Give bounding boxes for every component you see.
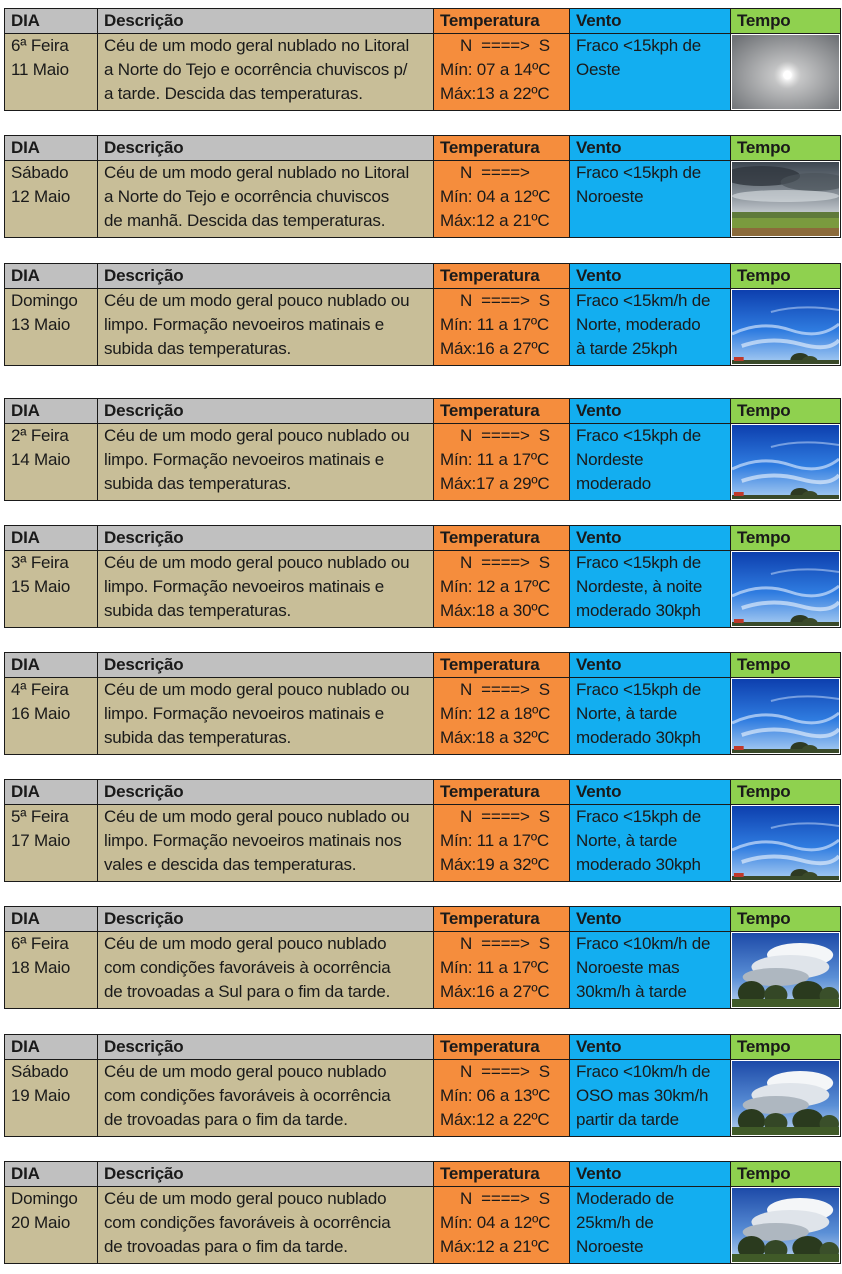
forecast-table xyxy=(4,779,841,882)
description-line: com condições favoráveis à ocorrência xyxy=(104,958,391,977)
blue-sky-icon xyxy=(732,290,839,364)
description-line: subida das temperaturas. xyxy=(104,601,292,620)
day-label: 16 Maio xyxy=(11,704,71,723)
header-tempo: Tempo xyxy=(731,399,841,424)
cloudy-field-icon xyxy=(732,162,839,236)
forecast-row xyxy=(5,551,841,628)
header-dia: DIA xyxy=(5,9,98,34)
blue-sky-icon xyxy=(732,425,839,499)
description-cell xyxy=(98,289,434,366)
wind-direction-arrow: N ====> S xyxy=(460,36,550,55)
day-label: 6ª Feira xyxy=(11,36,69,55)
description-line: Céu de um modo geral pouco nublado ou xyxy=(104,553,410,572)
header-descricao: Descrição xyxy=(98,136,434,161)
header-row xyxy=(5,399,841,424)
forecast-table xyxy=(4,263,841,366)
day-cell xyxy=(5,289,98,366)
wind-cell xyxy=(570,161,731,238)
header-vento: Vento xyxy=(570,136,731,161)
description-line: a Norte do Tejo e ocorrência chuviscos xyxy=(104,187,390,206)
description-line: limpo. Formação nevoeiros matinais e xyxy=(104,315,385,334)
header-row xyxy=(5,1035,841,1060)
temperature-cell xyxy=(434,805,570,882)
wind-line: Fraco <10km/h de xyxy=(576,934,711,953)
forecast-row xyxy=(5,289,841,366)
weather-image-cell xyxy=(731,678,841,755)
header-descricao: Descrição xyxy=(98,1035,434,1060)
blue-sky-icon xyxy=(732,679,839,753)
weather-image-cell xyxy=(731,161,841,238)
temperature-min: Mín: 04 a 12ºC xyxy=(440,187,551,206)
forecast-table xyxy=(4,652,841,755)
header-dia: DIA xyxy=(5,653,98,678)
wind-direction-arrow: N ====> S xyxy=(460,1062,550,1081)
description-cell xyxy=(98,932,434,1009)
description-cell xyxy=(98,1187,434,1264)
day-forecast-block xyxy=(4,1161,840,1264)
weather-image-cell xyxy=(731,289,841,366)
wind-line: Fraco <10km/h de xyxy=(576,1062,711,1081)
day-label: 19 Maio xyxy=(11,1086,71,1105)
description-line: limpo. Formação nevoeiros matinais nos xyxy=(104,831,402,850)
wind-line: Fraco <15kph de xyxy=(576,163,702,182)
header-dia: DIA xyxy=(5,780,98,805)
day-label: 6ª Feira xyxy=(11,934,69,953)
wind-line: moderado xyxy=(576,474,651,493)
header-temperatura: Temperatura xyxy=(434,1162,570,1187)
description-line: Céu de um modo geral pouco nublado xyxy=(104,934,387,953)
header-row xyxy=(5,907,841,932)
wind-line: moderado 30kph xyxy=(576,855,701,874)
forecast-table xyxy=(4,398,841,501)
wind-line: Noroeste xyxy=(576,1237,644,1256)
day-label: 15 Maio xyxy=(11,577,71,596)
description-line: Céu de um modo geral pouco nublado ou xyxy=(104,426,410,445)
header-descricao: Descrição xyxy=(98,1162,434,1187)
forecast-table xyxy=(4,8,841,111)
header-temperatura: Temperatura xyxy=(434,1035,570,1060)
wind-direction-arrow: N ====> S xyxy=(460,1189,550,1208)
header-row xyxy=(5,1162,841,1187)
forecast-table xyxy=(4,1161,841,1264)
header-vento: Vento xyxy=(570,264,731,289)
header-descricao: Descrição xyxy=(98,9,434,34)
forecast-table xyxy=(4,1034,841,1137)
header-row xyxy=(5,526,841,551)
header-tempo: Tempo xyxy=(731,653,841,678)
header-temperatura: Temperatura xyxy=(434,653,570,678)
description-line: subida das temperaturas. xyxy=(104,474,292,493)
header-tempo: Tempo xyxy=(731,526,841,551)
description-line: vales e descida das temperaturas. xyxy=(104,855,357,874)
wind-line: Nordeste xyxy=(576,450,644,469)
wind-line: à tarde 25kph xyxy=(576,339,678,358)
day-label: Domingo xyxy=(11,291,78,310)
wind-direction-arrow: N ====> xyxy=(460,163,530,182)
temperature-max: Máx:13 a 22ºC xyxy=(440,84,550,103)
description-cell xyxy=(98,805,434,882)
header-descricao: Descrição xyxy=(98,653,434,678)
day-cell xyxy=(5,161,98,238)
header-temperatura: Temperatura xyxy=(434,526,570,551)
header-temperatura: Temperatura xyxy=(434,907,570,932)
header-dia: DIA xyxy=(5,399,98,424)
header-dia: DIA xyxy=(5,136,98,161)
header-tempo: Tempo xyxy=(731,1035,841,1060)
day-forecast-block xyxy=(4,906,840,1009)
header-dia: DIA xyxy=(5,264,98,289)
header-tempo: Tempo xyxy=(731,1162,841,1187)
wind-direction-arrow: N ====> S xyxy=(460,553,550,572)
header-temperatura: Temperatura xyxy=(434,136,570,161)
temperature-max: Máx:18 a 30ºC xyxy=(440,601,550,620)
description-cell xyxy=(98,551,434,628)
day-label: 17 Maio xyxy=(11,831,71,850)
temperature-min: Mín: 12 a 18ºC xyxy=(440,704,551,723)
header-row xyxy=(5,136,841,161)
blue-sky-icon xyxy=(732,806,839,880)
day-label: 2ª Feira xyxy=(11,426,69,445)
forecast-row xyxy=(5,34,841,111)
description-line: de trovoadas para o fim da tarde. xyxy=(104,1237,348,1256)
wind-direction-arrow: N ====> S xyxy=(460,807,550,826)
wind-line: Norte, moderado xyxy=(576,315,701,334)
day-cell xyxy=(5,932,98,1009)
header-tempo: Tempo xyxy=(731,136,841,161)
description-line: Céu de um modo geral pouco nublado xyxy=(104,1189,387,1208)
header-row xyxy=(5,264,841,289)
wind-cell xyxy=(570,932,731,1009)
header-vento: Vento xyxy=(570,9,731,34)
header-descricao: Descrição xyxy=(98,526,434,551)
header-vento: Vento xyxy=(570,399,731,424)
wind-line: Noroeste xyxy=(576,187,644,206)
day-label: Sábado xyxy=(11,1062,69,1081)
description-cell xyxy=(98,161,434,238)
temperature-cell xyxy=(434,161,570,238)
wind-line: Oeste xyxy=(576,60,621,79)
temperature-min: Mín: 04 a 12ºC xyxy=(440,1213,551,1232)
wind-line: Nordeste, à noite xyxy=(576,577,703,596)
wind-cell xyxy=(570,289,731,366)
temperature-max: Máx:12 a 21ºC xyxy=(440,211,550,230)
wind-line: moderado 30kph xyxy=(576,601,701,620)
day-forecast-block xyxy=(4,1034,840,1137)
temperature-max: Máx:12 a 22ºC xyxy=(440,1110,550,1129)
weather-image-cell xyxy=(731,805,841,882)
wind-line: 25km/h de xyxy=(576,1213,654,1232)
forecast-row xyxy=(5,678,841,755)
temperature-cell xyxy=(434,678,570,755)
wind-cell xyxy=(570,1060,731,1137)
description-cell xyxy=(98,34,434,111)
header-row xyxy=(5,9,841,34)
description-line: com condições favoráveis à ocorrência xyxy=(104,1086,391,1105)
header-row xyxy=(5,653,841,678)
description-cell xyxy=(98,424,434,501)
header-tempo: Tempo xyxy=(731,907,841,932)
wind-line: Norte, à tarde xyxy=(576,704,678,723)
wind-direction-arrow: N ====> S xyxy=(460,426,550,445)
wind-line: OSO mas 30km/h xyxy=(576,1086,709,1105)
wind-line: Fraco <15kph de xyxy=(576,36,702,55)
description-line: limpo. Formação nevoeiros matinais e xyxy=(104,450,385,469)
description-line: a tarde. Descida das temperaturas. xyxy=(104,84,363,103)
forecast-table xyxy=(4,135,841,238)
wind-line: Fraco <15kph de xyxy=(576,807,702,826)
forecast-row xyxy=(5,161,841,238)
description-line: Céu de um modo geral pouco nublado ou xyxy=(104,807,410,826)
header-vento: Vento xyxy=(570,526,731,551)
header-vento: Vento xyxy=(570,907,731,932)
temperature-cell xyxy=(434,551,570,628)
header-temperatura: Temperatura xyxy=(434,399,570,424)
forecast-row xyxy=(5,424,841,501)
header-tempo: Tempo xyxy=(731,780,841,805)
temperature-max: Máx:18 a 32ºC xyxy=(440,728,550,747)
description-line: subida das temperaturas. xyxy=(104,728,292,747)
weather-image-cell xyxy=(731,424,841,501)
temperature-min: Mín: 11 a 17ºC xyxy=(440,450,549,469)
day-cell xyxy=(5,1060,98,1137)
description-line: limpo. Formação nevoeiros matinais e xyxy=(104,704,385,723)
wind-cell xyxy=(570,1187,731,1264)
header-dia: DIA xyxy=(5,526,98,551)
day-label: 14 Maio xyxy=(11,450,71,469)
wind-line: 30km/h à tarde xyxy=(576,982,687,1001)
day-cell xyxy=(5,1187,98,1264)
wind-line: Fraco <15kph de xyxy=(576,553,702,572)
header-row xyxy=(5,780,841,805)
description-line: Céu de um modo geral pouco nublado ou xyxy=(104,680,410,699)
forecast-table xyxy=(4,525,841,628)
forecast-row xyxy=(5,1060,841,1137)
wind-direction-arrow: N ====> S xyxy=(460,291,550,310)
temperature-max: Máx:16 a 27ºC xyxy=(440,339,550,358)
description-cell xyxy=(98,678,434,755)
description-line: de trovoadas a Sul para o fim da tarde. xyxy=(104,982,391,1001)
forecast-row xyxy=(5,805,841,882)
day-forecast-block xyxy=(4,525,840,628)
day-cell xyxy=(5,424,98,501)
header-vento: Vento xyxy=(570,653,731,678)
wind-line: Moderado de xyxy=(576,1189,674,1208)
day-forecast-block xyxy=(4,398,840,501)
header-temperatura: Temperatura xyxy=(434,9,570,34)
day-label: Sábado xyxy=(11,163,69,182)
wind-line: Fraco <15kph de xyxy=(576,426,702,445)
weather-image-cell xyxy=(731,1187,841,1264)
forecast-row xyxy=(5,1187,841,1264)
day-cell xyxy=(5,34,98,111)
storm-cloud-icon xyxy=(732,933,839,1007)
wind-cell xyxy=(570,678,731,755)
wind-cell xyxy=(570,805,731,882)
day-label: 20 Maio xyxy=(11,1213,71,1232)
weather-image-cell xyxy=(731,932,841,1009)
wind-direction-arrow: N ====> S xyxy=(460,934,550,953)
blue-sky-icon xyxy=(732,552,839,626)
day-label: 3ª Feira xyxy=(11,553,69,572)
wind-line: Noroeste mas xyxy=(576,958,680,977)
day-label: Domingo xyxy=(11,1189,78,1208)
weather-image-cell xyxy=(731,551,841,628)
day-label: 18 Maio xyxy=(11,958,71,977)
temperature-cell xyxy=(434,1060,570,1137)
temperature-max: Máx:17 a 29ºC xyxy=(440,474,550,493)
temperature-max: Máx:12 a 21ºC xyxy=(440,1237,550,1256)
temperature-cell xyxy=(434,34,570,111)
day-forecast-block xyxy=(4,263,840,366)
day-forecast-block xyxy=(4,779,840,882)
header-temperatura: Temperatura xyxy=(434,264,570,289)
header-descricao: Descrição xyxy=(98,399,434,424)
wind-cell xyxy=(570,424,731,501)
day-label: 4ª Feira xyxy=(11,680,69,699)
day-cell xyxy=(5,551,98,628)
temperature-min: Mín: 07 a 14ºC xyxy=(440,60,551,79)
wind-cell xyxy=(570,551,731,628)
day-forecast-block xyxy=(4,135,840,238)
temperature-min: Mín: 11 a 17ºC xyxy=(440,958,549,977)
day-label: 5ª Feira xyxy=(11,807,69,826)
header-tempo: Tempo xyxy=(731,264,841,289)
overcast-sun-icon xyxy=(732,35,839,109)
header-temperatura: Temperatura xyxy=(434,780,570,805)
forecast-table xyxy=(4,906,841,1009)
description-line: de trovoadas para o fim da tarde. xyxy=(104,1110,348,1129)
description-line: a Norte do Tejo e ocorrência chuviscos p/ xyxy=(104,60,408,79)
storm-cloud-icon xyxy=(732,1061,839,1135)
wind-line: Fraco <15km/h de xyxy=(576,291,711,310)
wind-line: Fraco <15kph de xyxy=(576,680,702,699)
temperature-min: Mín: 12 a 17ºC xyxy=(440,577,551,596)
temperature-min: Mín: 06 a 13ºC xyxy=(440,1086,551,1105)
temperature-cell xyxy=(434,932,570,1009)
header-dia: DIA xyxy=(5,1162,98,1187)
header-dia: DIA xyxy=(5,907,98,932)
header-vento: Vento xyxy=(570,780,731,805)
description-line: limpo. Formação nevoeiros matinais e xyxy=(104,577,385,596)
header-descricao: Descrição xyxy=(98,264,434,289)
description-line: subida das temperaturas. xyxy=(104,339,292,358)
temperature-max: Máx:19 a 32ºC xyxy=(440,855,550,874)
storm-cloud-icon xyxy=(732,1188,839,1262)
description-line: Céu de um modo geral nublado no Litoral xyxy=(104,163,410,182)
weather-image-cell xyxy=(731,34,841,111)
day-label: 11 Maio xyxy=(11,60,69,79)
day-forecast-block xyxy=(4,652,840,755)
temperature-min: Mín: 11 a 17ºC xyxy=(440,315,549,334)
day-label: 13 Maio xyxy=(11,315,71,334)
description-line: com condições favoráveis à ocorrência xyxy=(104,1213,391,1232)
description-line: Céu de um modo geral nublado no Litoral xyxy=(104,36,410,55)
description-line: Céu de um modo geral pouco nublado ou xyxy=(104,291,410,310)
description-cell xyxy=(98,1060,434,1137)
header-tempo: Tempo xyxy=(731,9,841,34)
header-descricao: Descrição xyxy=(98,780,434,805)
description-line: Céu de um modo geral pouco nublado xyxy=(104,1062,387,1081)
temperature-min: Mín: 11 a 17ºC xyxy=(440,831,549,850)
wind-line: Norte, à tarde xyxy=(576,831,678,850)
forecast-row xyxy=(5,932,841,1009)
description-line: de manhã. Descida das temperaturas. xyxy=(104,211,386,230)
header-vento: Vento xyxy=(570,1162,731,1187)
temperature-cell xyxy=(434,289,570,366)
header-descricao: Descrição xyxy=(98,907,434,932)
header-dia: DIA xyxy=(5,1035,98,1060)
wind-line: moderado 30kph xyxy=(576,728,701,747)
day-cell xyxy=(5,678,98,755)
wind-line: partir da tarde xyxy=(576,1110,679,1129)
weather-image-cell xyxy=(731,1060,841,1137)
wind-direction-arrow: N ====> S xyxy=(460,680,550,699)
temperature-max: Máx:16 a 27ºC xyxy=(440,982,550,1001)
wind-cell xyxy=(570,34,731,111)
header-vento: Vento xyxy=(570,1035,731,1060)
temperature-cell xyxy=(434,424,570,501)
day-cell xyxy=(5,805,98,882)
day-label: 12 Maio xyxy=(11,187,71,206)
temperature-cell xyxy=(434,1187,570,1264)
day-forecast-block xyxy=(4,8,840,111)
